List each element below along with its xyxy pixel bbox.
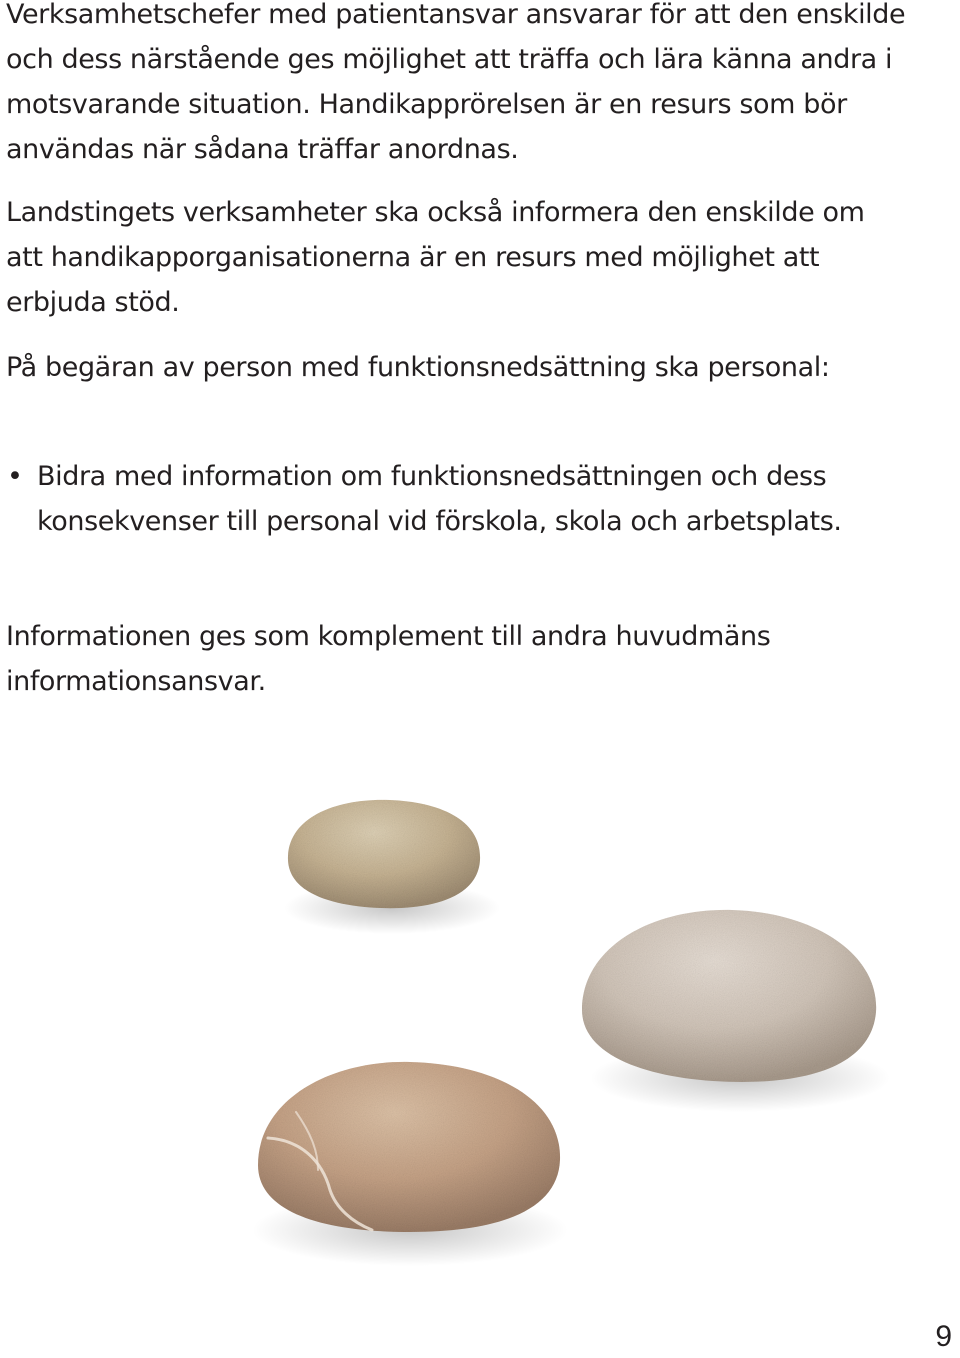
paragraph-county-information: Landstingets verksamheter ska också informera den enskilde om att handikapporganisationerna är en resurs med möjlighet att erbjuda stöd. — [6, 197, 865, 318]
pebbles-illustration — [0, 760, 960, 1320]
bullet-icon: • — [7, 461, 23, 492]
small-pebble — [288, 800, 480, 908]
large-pebble — [582, 910, 876, 1082]
bullet-list — [6, 454, 906, 544]
paragraph-closing: Informationen ges som komplement till andra huvudmäns informationsansvar. — [6, 621, 771, 697]
list-item — [6, 454, 906, 544]
paragraph-request-intro: På begäran av person med funktionsnedsättning ska personal: — [6, 352, 830, 383]
paragraph-patient-responsibility: Verksamhetschefer med patientansvar ansvarar för att den enskilde och dess närstående ges möjlighet att träffa och lära känna andra i motsvarande situation. Handikapprörelsen är en resurs som bör användas när sådana träffar anordnas. — [6, 0, 906, 165]
page-number: 9 — [935, 1320, 952, 1353]
list-item-text: Bidra med information om funktionsnedsättningen och dess konsekvenser till personal vid förskola, skola och arbetsplats. — [37, 461, 842, 537]
front-pebble — [258, 1062, 560, 1232]
